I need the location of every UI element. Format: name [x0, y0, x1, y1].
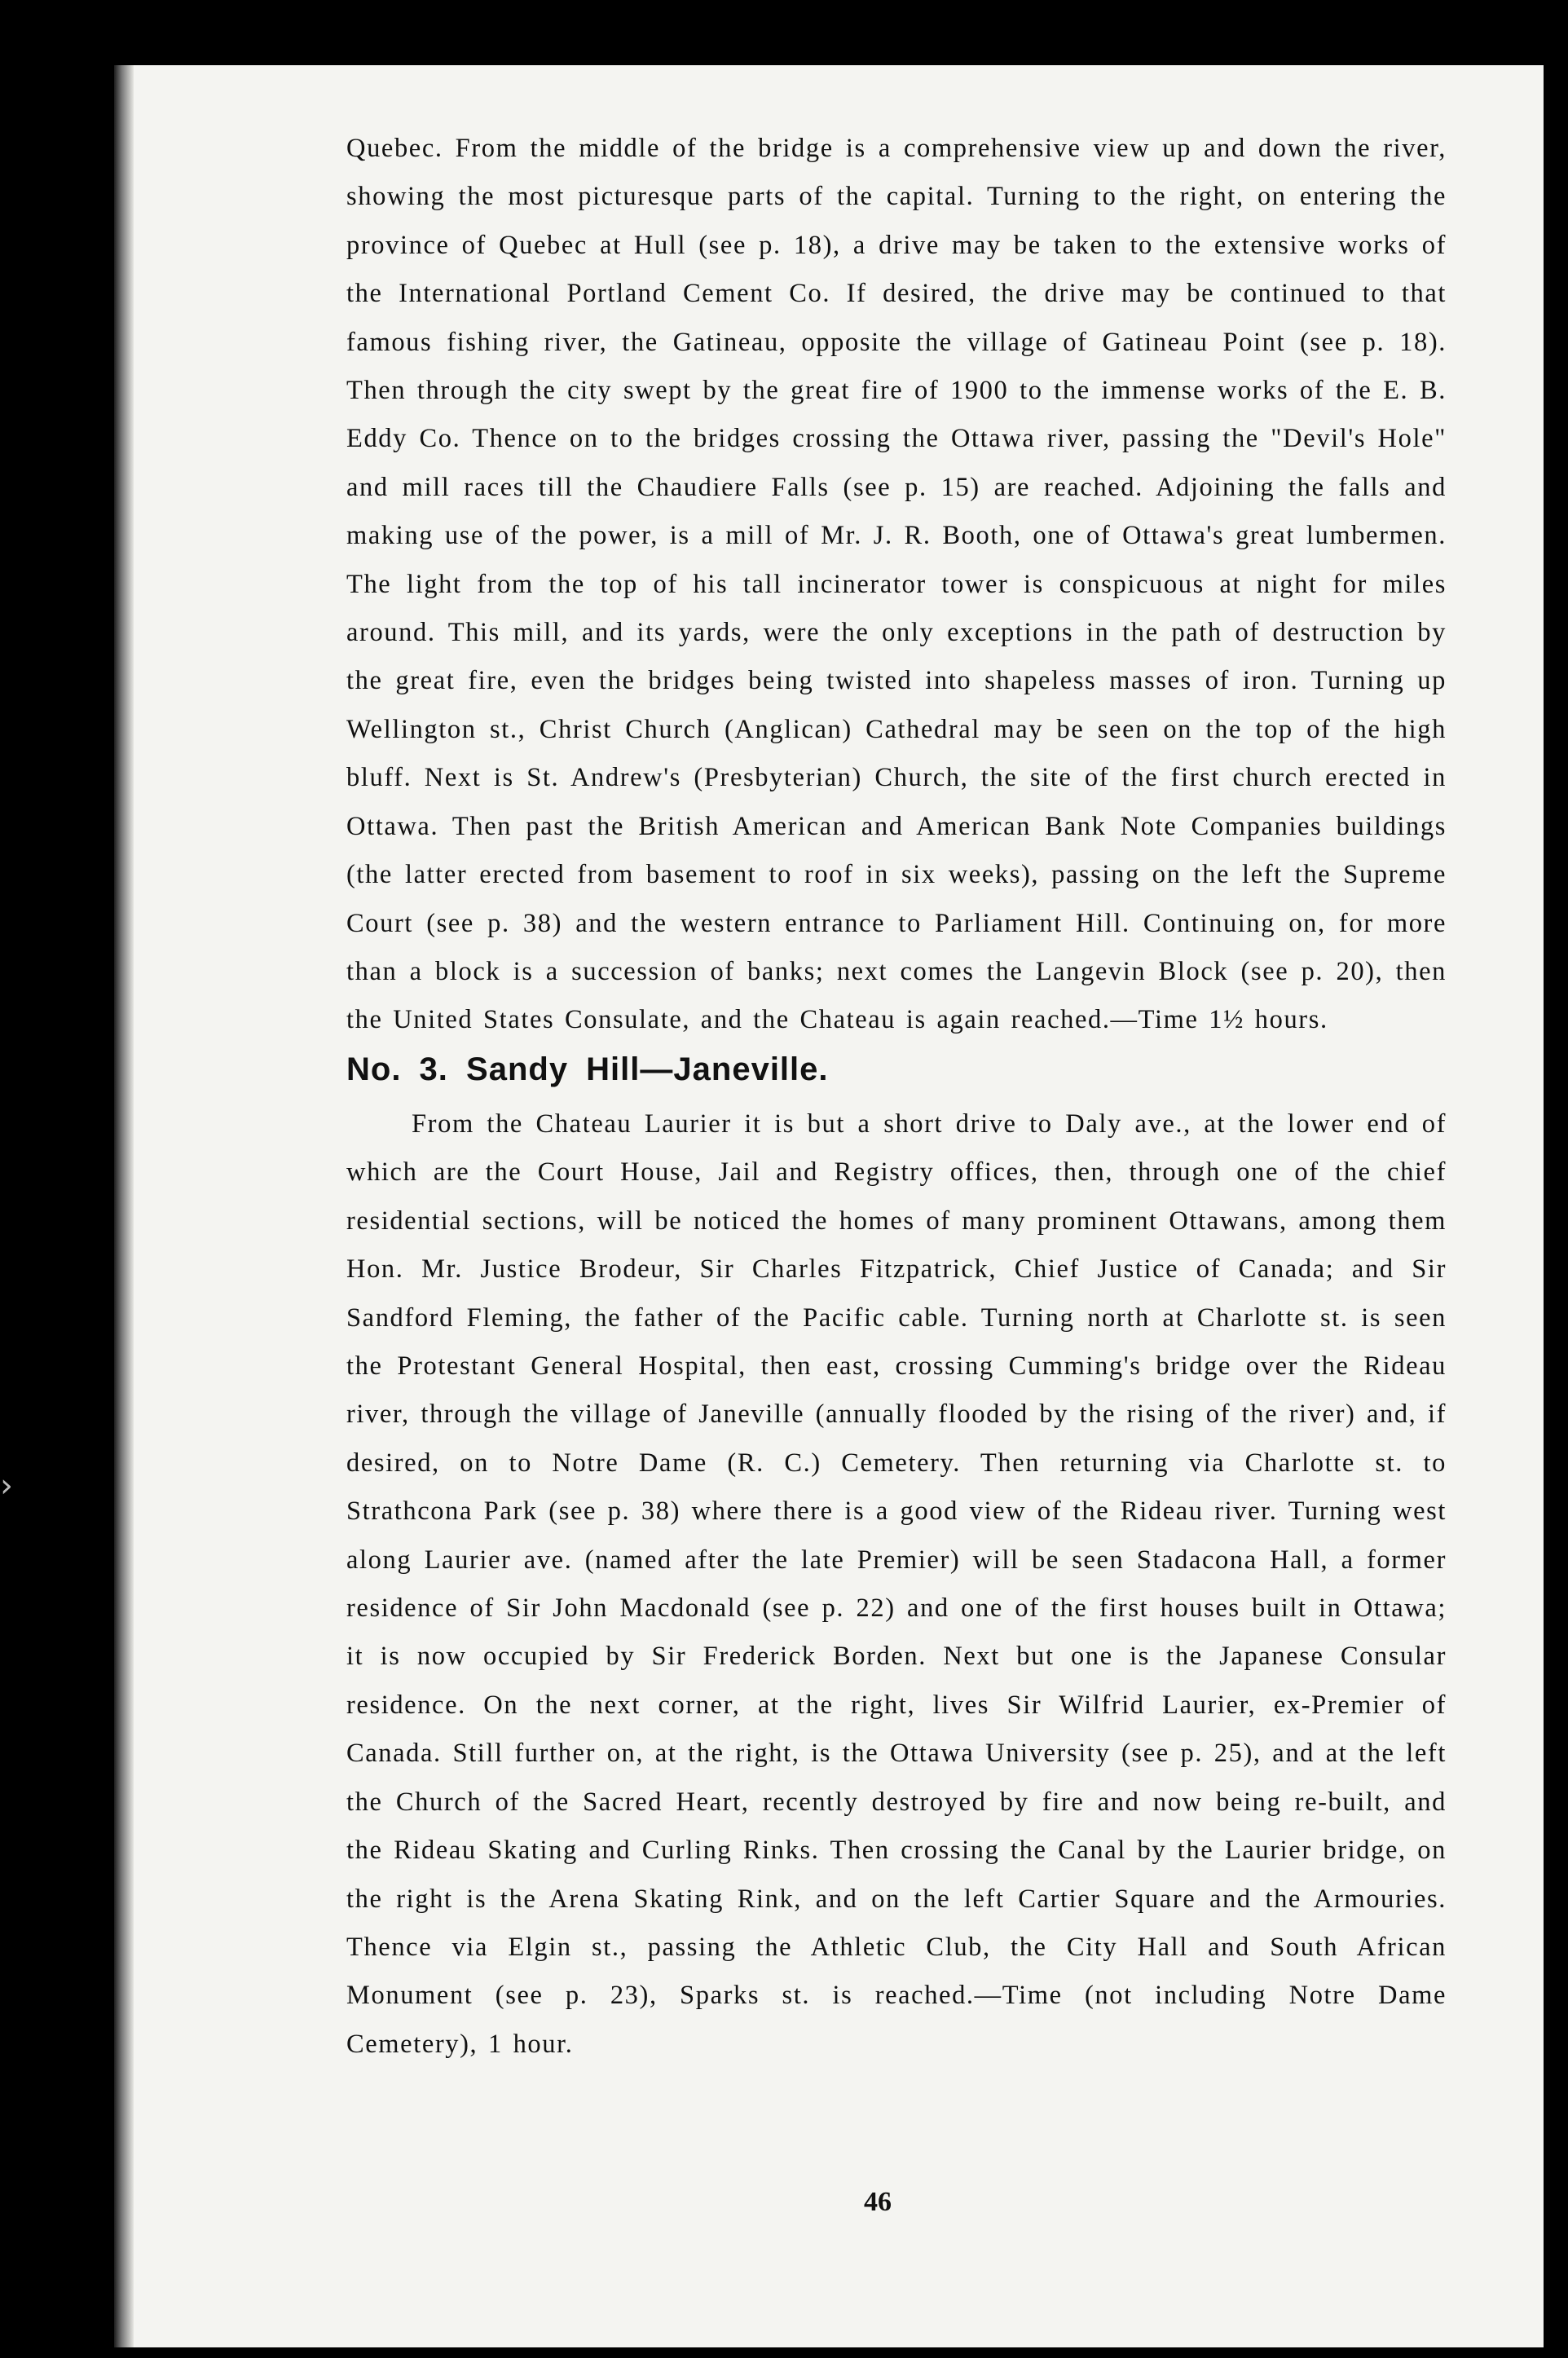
scan-artifact-icon: ›: [0, 1467, 13, 1505]
section-heading-route-3: No. 3. Sandy Hill—Janeville.: [346, 1051, 829, 1087]
paragraph-route-3: From the Chateau Laurier it is but a short drive to Daly ave., at the lower end of which are the Court House, Jail and Registry offices, then, through one of the chief residential sections, will be noticed the homes of many prominent Ottawans, among them Hon. Mr. Justice Brodeur, Sir Charles Fitzpatrick, Chief Justice of Canada; and Sir Sandford Fleming, the father of the Pacific cable. Turning north at Charlotte st. is seen the Protestant General Hospital, then east, crossing Cumming's bridge over the Rideau river, through the village of Janeville (annually flooded by the rising of the river) and, if desired, on to Notre Dame (R. C.) Cemetery. Then returning via Charlotte st. to Strathcona Park (see p. 38) where there is a good view of the Rideau river. Turning west along Laurier ave. (named after the late Premier) will be seen Stadacona Hall, a former residence of Sir John Macdonald (see p. 22) and one of the first houses built in Ottawa; it is now occupied by Sir Frederick Borden. Next but one is the Japanese Consular residence. On the next corner, at the right, lives Sir Wilfrid Laurier, ex-Premier of Canada. Still further on, at the right, is the Ottawa University (see p. 25), and at the left the Church of the Sacred Heart, recently destroyed by fire and now being re-built, and the Rideau Skating and Curling Rinks. Then crossing the Canal by the Laurier bridge, on the right is the Arena Skating Rink, and on the left Cartier Square and the Armouries. Thence via Elgin st., passing the Athletic Club, the City Hall and South African Monument (see p. 23), Sparks st. is reached.—Time (not including Notre Dame Cemetery), 1 hour.: [346, 1109, 1447, 2059]
scan-right-border: [1544, 0, 1568, 2358]
paragraph-route-2-continued: Quebec. From the middle of the bridge is a comprehensive view up and down the river, showing the most picturesque parts of the capital. Turning to the right, on entering the province of Quebec at Hull (see p. 18), a drive may be taken to the extensive works of the International Portland Cement Co. If desired, the drive may be continued to that famous fishing river, the Gatineau, opposite the village of Gatineau Point (see p. 18). Then through the city swept by the great fire of 1900 to the immense works of the E. B. Eddy Co. Thence on to the bridges crossing the Ottawa river, passing the "Devil's Hole" and mill races till the Chaudiere Falls (see p. 15) are reached. Adjoining the falls and making use of the power, is a mill of Mr. J. R. Booth, one of Ottawa's great lumbermen. The light from the top of his tall incinerator tower is conspicuous at night for miles around. This mill, and its yards, were the only exceptions in the path of destruction by the great fire, even the bridges being twisted into shapeless masses of iron. Turning up Wellington st., Christ Church (Anglican) Cathedral may be seen on the top of the high bluff. Next is St. Andrew's (Presbyterian) Church, the site of the first church erected in Ottawa. Then past the British American and American Bank Note Companies buildings (the latter erected from basement to roof in six weeks), passing on the left the Supreme Court (see p. 38) and the western entrance to Parliament Hill. Continuing on, for more than a block is a succession of banks; next comes the Langevin Block (see p. 20), then the United States Consulate, and the Chateau is again reached.—Time 1½ hours.: [346, 134, 1447, 1035]
page-number: 46: [864, 2187, 892, 2217]
page-binding-edge: [114, 65, 134, 2347]
